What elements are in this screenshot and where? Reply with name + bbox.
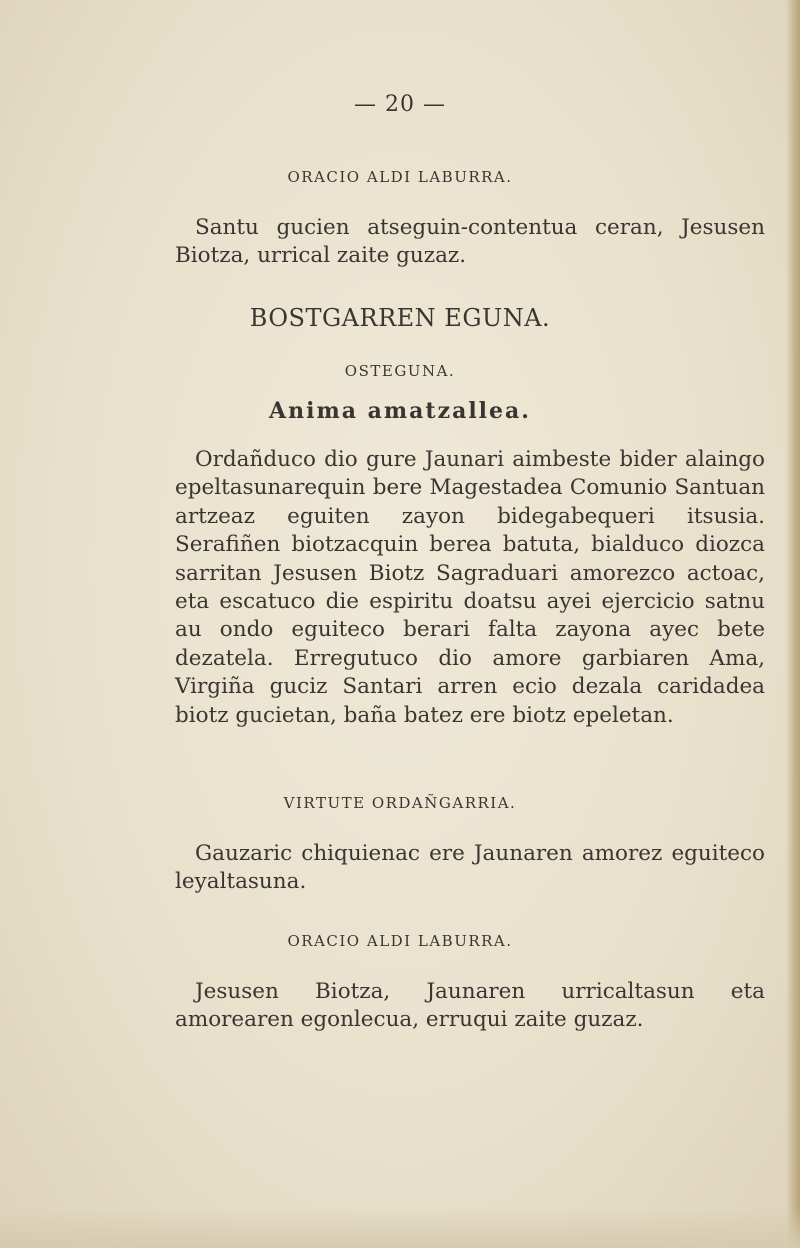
virtute-text-body: Gauzaric chiquienac ere Jaunaren amorez eguiteco leyaltasuna.: [175, 841, 765, 895]
main-paragraph: [175, 446, 765, 730]
oracio-heading-1: ORACIO ALDI LABURRA.: [287, 168, 513, 186]
virtute-heading: VIRTUTE ORDAÑGARRIA.: [283, 794, 517, 812]
oracio-text-2: [175, 978, 765, 1035]
anima-heading: Anima amatzallea.: [269, 398, 531, 424]
day-title: BOSTGARREN EGUNA.: [249, 304, 551, 332]
main-paragraph-body: Ordañduco dio gure Jaunari aimbeste bider alaingo epeltasunarequin bere Magestadea Comunio Santuan artzeaz eguiten zayon bidegabequeri itsusia. Serafiñen biotzacquin berea batuta, bialduco diozca sarritan Jesusen Biotz Sagraduari amorezco actoac, eta escatuco die espiritu doatsu ayei ejercicio satnu au ondo eguiteco berari falta zayona ayec bete dezatela. Erregutuco dio amore garbiaren Ama, Virgiña guciz Santari arren ecio dezala caridadea biotz gucietan, baña batez ere biotz epeletan.: [175, 447, 765, 728]
page-bottom-shadow: [0, 1208, 800, 1248]
oracio-text-2-body: Jesusen Biotza, Jaunaren urricaltasun eta amorearen egonlecua, erruqui zaite guzaz.: [175, 979, 765, 1033]
page-number: — 20 —: [354, 92, 446, 117]
page-edge-shadow: [786, 0, 800, 1248]
oracio-heading-2: ORACIO ALDI LABURRA.: [287, 932, 513, 950]
oracio-text-1-body: Santu gucien atseguin-contentua ceran, Jesusen Biotza, urrical zaite guzaz.: [175, 215, 765, 269]
virtute-text: [175, 840, 765, 897]
oracio-text-1: [175, 214, 765, 271]
weekday-heading: OSTEGUNA.: [344, 362, 456, 380]
